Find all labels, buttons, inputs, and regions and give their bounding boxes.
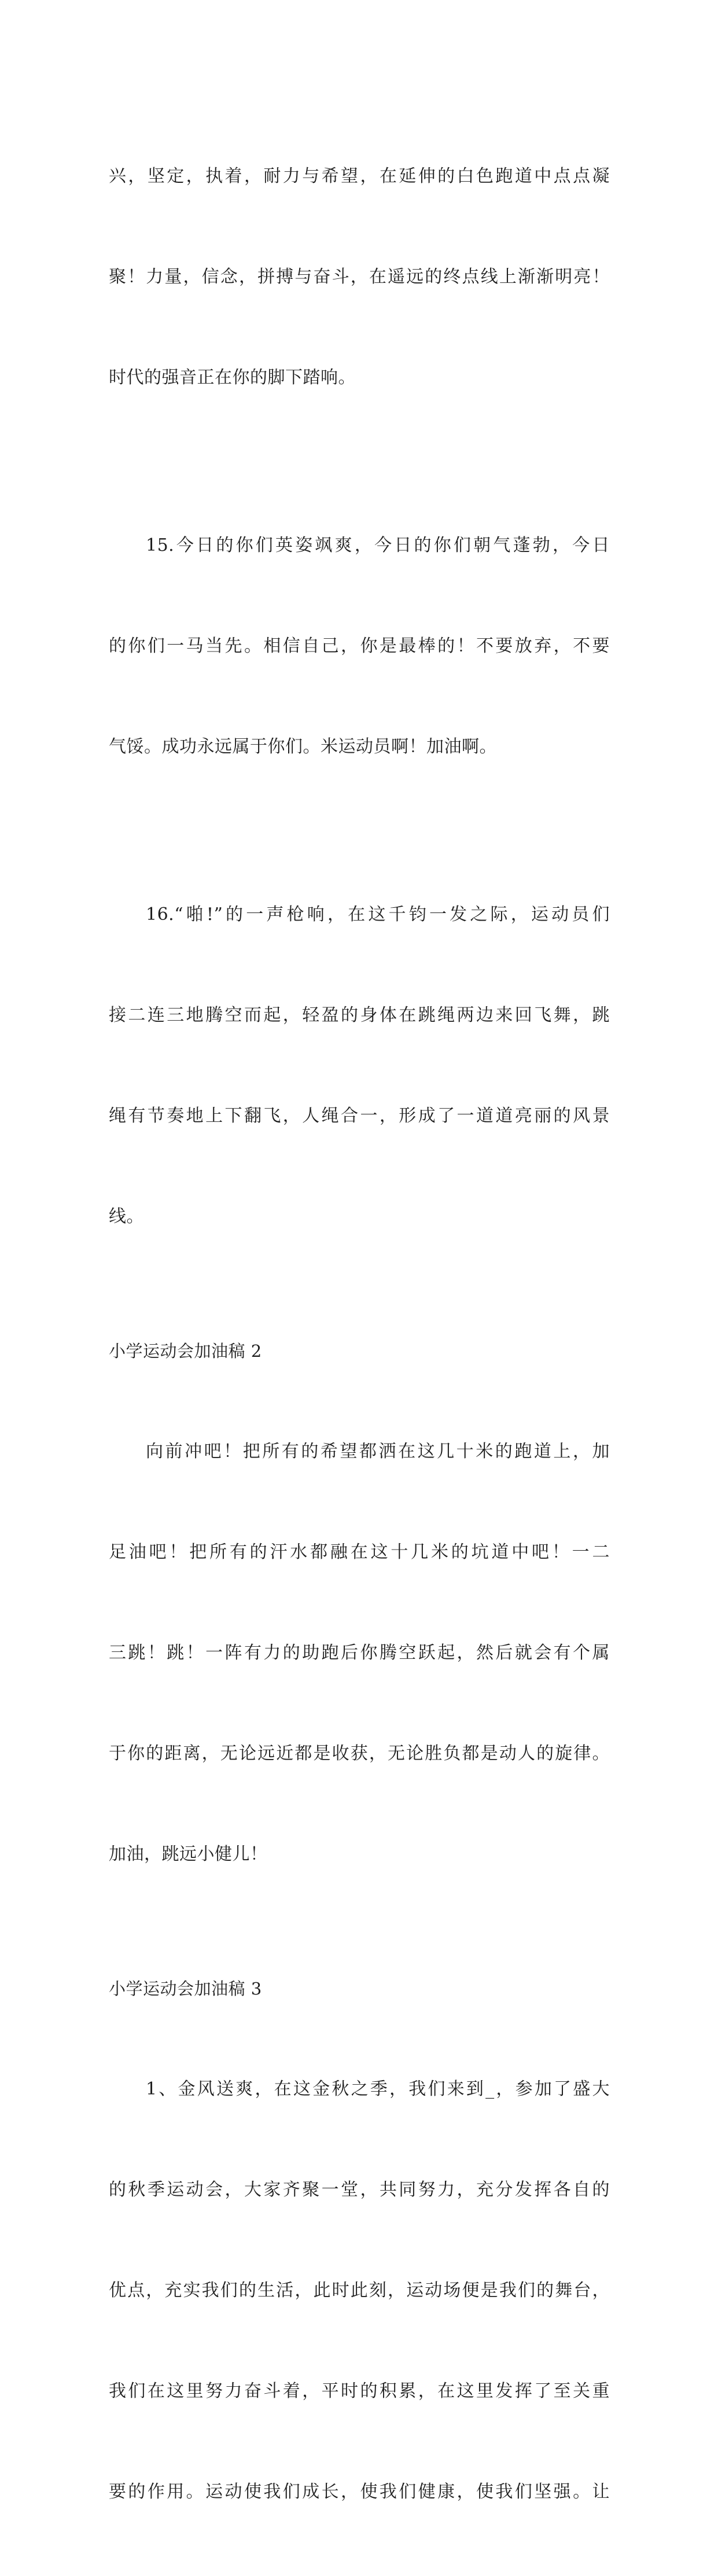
paragraph-line: 气馁。成功永远属于你们。米运动员啊！加油啊。 bbox=[109, 737, 497, 757]
intro-paragraph bbox=[109, 93, 610, 462]
paragraph-line: 16.“啪!”的一声枪响，在这千钧一发之际，运动员们 bbox=[146, 904, 610, 925]
section-spacer bbox=[109, 1301, 610, 1334]
section-2-paragraph bbox=[109, 1368, 610, 1938]
paragraph-line: 线。 bbox=[109, 1206, 144, 1227]
paragraph-line: 向前冲吧！把所有的希望都洒在这几十米的跑道上，加 bbox=[146, 1441, 610, 1462]
document-body bbox=[109, 93, 610, 2576]
paragraph-line: 15.今日的你们英姿飒爽，今日的你们朝气蓬勃，今日 bbox=[146, 535, 610, 555]
paragraph-line: 1、金风送爽，在这金秋之季，我们来到_，参加了盛大 bbox=[146, 2079, 610, 2099]
paragraph-line: 要的作用。运动使我们成长，使我们健康，使我们坚强。让 bbox=[109, 2482, 610, 2502]
item-16-paragraph bbox=[109, 831, 610, 1301]
paragraph-line: 聚！力量，信念，拼搏与奋斗，在遥远的终点线上渐渐明亮！ bbox=[109, 267, 610, 287]
paragraph-line: 三跳！跳！一阵有力的助跑后你腾空跃起，然后就会有个属 bbox=[109, 1643, 610, 1663]
paragraph-line: 我们在这里努力奋斗着，平时的积累，在这里发挥了至关重 bbox=[109, 2381, 610, 2401]
paragraph-line: 的你们一马当先。相信自己，你是最棒的！不要放弃，不要 bbox=[109, 636, 610, 656]
section-2-heading: 小学运动会加油稿 2 bbox=[109, 1341, 262, 1361]
paragraph-line: 足油吧！把所有的汗水都融在这十几米的坑道中吧！一二 bbox=[109, 1542, 610, 1562]
paragraph-line: 的秋季运动会，大家齐聚一堂，共同努力，充分发挥各自的 bbox=[109, 2180, 610, 2200]
paragraph-line: 时代的强音正在你的脚下踏响。 bbox=[109, 367, 356, 388]
paragraph-line: 优点，充实我们的生活，此时此刻，运动场便是我们的舞台， bbox=[109, 2280, 610, 2301]
paragraph-line: 绳有节奏地上下翻飞，人绳合一，形成了一道道亮丽的风景 bbox=[109, 1106, 610, 1126]
paragraph-line: 兴，坚定，执着，耐力与希望，在延伸的白色跑道中点点凝 bbox=[109, 166, 610, 186]
paragraph-line: 加油，跳远小健儿！ bbox=[109, 1844, 268, 1864]
section-spacer bbox=[109, 1938, 610, 1972]
item-15-paragraph bbox=[109, 462, 610, 831]
paragraph-line: 于你的距离，无论远近都是收获，无论胜负都是动人的旋律。 bbox=[109, 1743, 610, 1764]
section-3-heading: 小学运动会加油稿 3 bbox=[109, 1979, 262, 1999]
paragraph-line: 接二连三地腾空而起，轻盈的身体在跳绳两边来回飞舞，跳 bbox=[109, 1005, 610, 1025]
section-3-paragraph bbox=[109, 2005, 610, 2576]
